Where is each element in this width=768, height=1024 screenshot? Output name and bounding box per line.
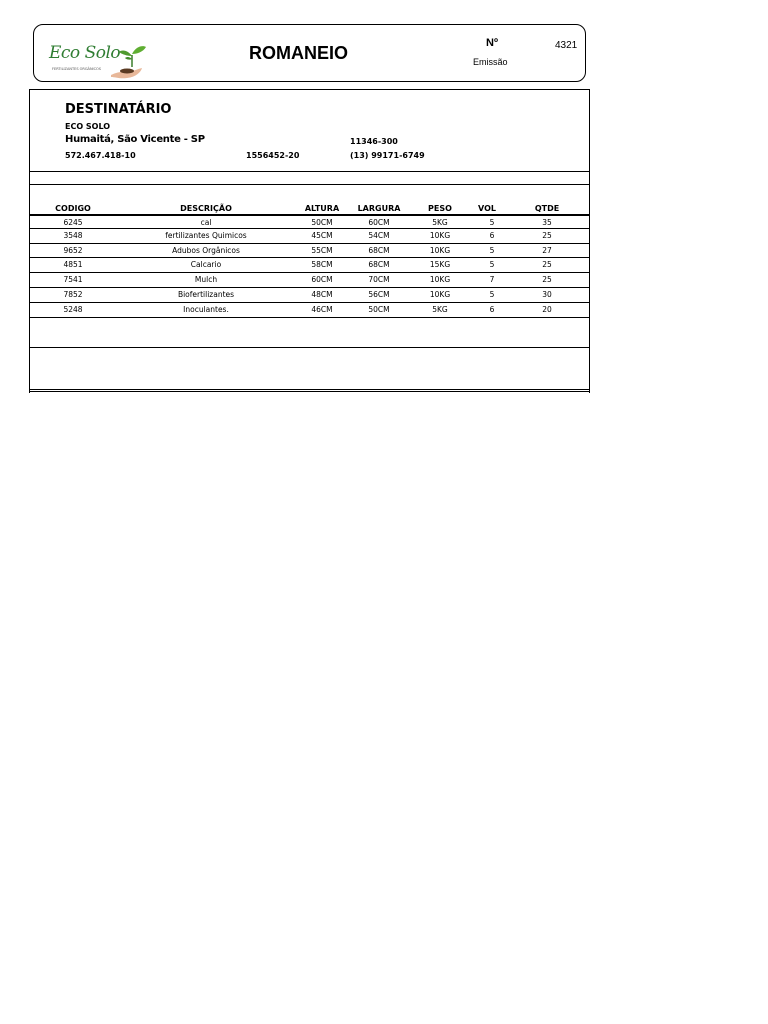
eco-solo-logo [49, 41, 143, 81]
cell-weight: 5KG [432, 304, 448, 314]
header-box [33, 24, 586, 82]
cell-code: 7852 [63, 289, 83, 299]
cell-description: Mulch [194, 275, 218, 285]
sprout-icon [117, 43, 147, 67]
cell-volume: 6 [489, 230, 495, 240]
table-row [30, 258, 589, 273]
cell-volume: 6 [489, 304, 495, 314]
cell-height: 60CM [311, 275, 333, 285]
cell-description: Adubos Orgânicos [172, 245, 240, 255]
cell-quantity: 25 [542, 260, 552, 270]
items-table-body [30, 214, 589, 318]
cell-weight: 10KG [429, 289, 451, 299]
cell-weight: 5KG [432, 218, 448, 227]
cell-volume: 7 [489, 275, 495, 285]
cell-width: 56CM [368, 289, 390, 299]
divider [30, 171, 589, 172]
cell-weight: 10KG [429, 245, 451, 255]
logo-brand-text: Eco Solo [49, 43, 121, 63]
cell-description: Inoculantes. [183, 304, 229, 314]
cell-description: Biofertilizantes [177, 289, 235, 299]
cell-width: 68CM [368, 260, 390, 270]
cell-height: 50CM [311, 218, 333, 227]
table-row [30, 214, 589, 229]
cell-width: 50CM [368, 304, 390, 314]
cell-code: 4851 [63, 260, 83, 270]
cell-height: 45CM [311, 230, 333, 240]
cell-volume: 5 [489, 218, 495, 227]
table-row [30, 273, 589, 288]
cell-weight: 15KG [429, 260, 451, 270]
table-row [30, 229, 589, 244]
cell-code: 6245 [63, 218, 83, 227]
recipient-state-registration: 1556452-20 [246, 151, 300, 160]
divider [30, 184, 589, 185]
cell-width: 60CM [368, 218, 390, 227]
table-row [30, 244, 589, 259]
cell-code: 5248 [63, 304, 83, 314]
cell-width: 54CM [368, 230, 390, 240]
cell-weight: 10KG [429, 230, 451, 240]
cell-code: 7541 [63, 275, 83, 285]
bottom-border [30, 389, 589, 392]
emission-label: Emissão [473, 57, 508, 67]
column-header: DESCRIÇÃO [180, 204, 232, 213]
cell-code: 3548 [63, 230, 83, 240]
table-row [30, 288, 589, 303]
cell-height: 48CM [311, 289, 333, 299]
main-box [29, 89, 590, 393]
cell-height: 46CM [311, 304, 333, 314]
number-value: 4321 [555, 40, 578, 51]
recipient-title: DESTINATÁRIO [65, 102, 172, 117]
table-row [30, 303, 589, 318]
cell-quantity: 25 [542, 230, 552, 240]
divider [30, 89, 589, 90]
divider [30, 347, 589, 348]
cell-weight: 10KG [429, 275, 451, 285]
cell-code: 9652 [63, 245, 83, 255]
column-header: LARGURA [357, 204, 401, 213]
cell-quantity: 30 [542, 289, 552, 299]
cell-quantity: 27 [542, 245, 552, 255]
recipient-address: Humaitá, São Vicente - SP [65, 134, 205, 145]
column-header: QTDE [534, 204, 560, 213]
document-title: ROMANEIO [249, 43, 348, 63]
cell-description: fertilizantes Quimicos [165, 230, 247, 240]
column-header: PESO [428, 204, 452, 213]
cell-volume: 5 [489, 245, 495, 255]
number-label: Nº [486, 37, 498, 49]
recipient-name: ECO SOLO [65, 122, 111, 131]
cell-quantity: 20 [542, 304, 552, 314]
cell-quantity: 25 [542, 275, 552, 285]
cell-description: cal [200, 218, 212, 227]
column-header: VOL [478, 204, 496, 213]
cell-description: Calcario [190, 260, 222, 270]
cell-height: 55CM [311, 245, 333, 255]
cell-width: 68CM [368, 245, 390, 255]
recipient-phone: (13) 99171-6749 [350, 151, 425, 160]
cell-volume: 5 [489, 289, 495, 299]
cell-height: 58CM [311, 260, 333, 270]
hand-icon [111, 67, 143, 79]
cell-quantity: 35 [542, 218, 552, 227]
recipient-cep: 11346-300 [350, 137, 398, 146]
logo-tagline: FERTILIZANTES ORGÂNICOS [52, 67, 102, 71]
column-header: CODIGO [55, 204, 91, 213]
column-header: ALTURA [304, 204, 340, 213]
recipient-document: 572.467.418-10 [65, 151, 136, 160]
cell-volume: 5 [489, 260, 495, 270]
cell-width: 70CM [368, 275, 390, 285]
